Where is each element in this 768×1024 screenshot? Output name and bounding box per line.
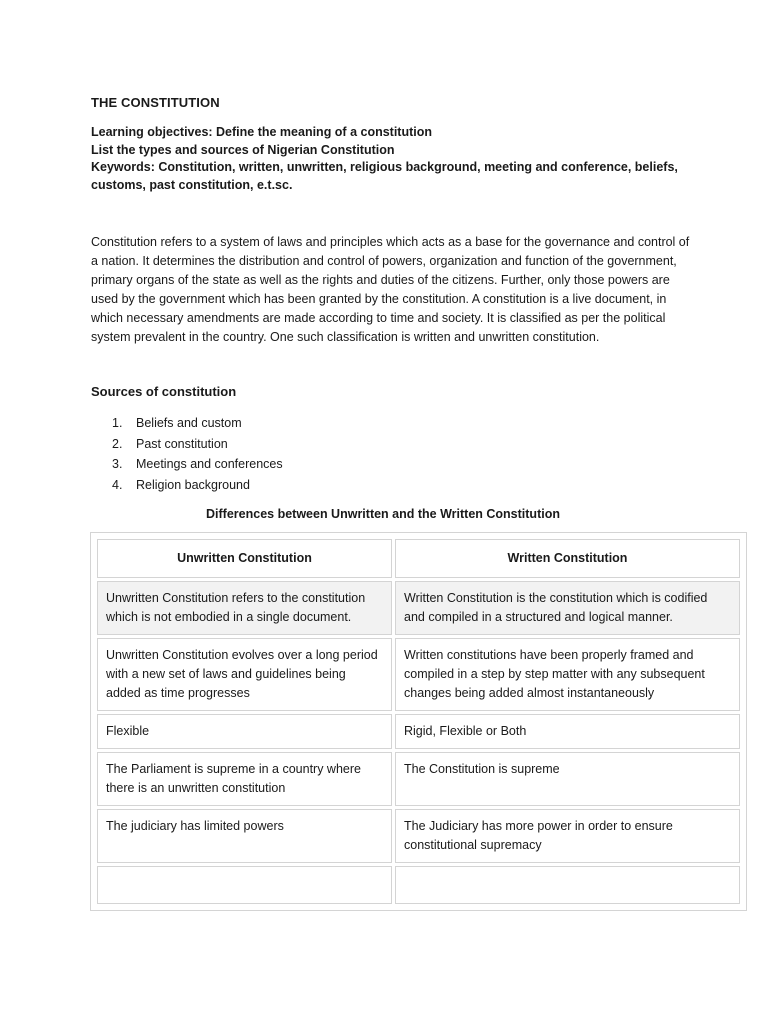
sources-list <box>112 413 283 496</box>
table-header-row <box>97 539 740 578</box>
table-cell: Flexible <box>97 714 392 749</box>
table-row <box>97 714 740 749</box>
header-unwritten: Unwritten Constitution <box>97 539 392 578</box>
page-title: THE CONSTITUTION <box>91 95 220 110</box>
list-text: Past constitution <box>136 436 228 451</box>
table-row <box>97 752 740 806</box>
learning-objectives <box>91 124 691 194</box>
comparison-table <box>90 532 747 911</box>
keywords-line: Keywords: Constitution, written, unwritten, religious background, meeting and conference, beliefs, customs, past constitution, e.t.sc. <box>91 160 678 192</box>
table-cell: Written Constitution is the constitution which is codified and compiled in a structured and logical manner. <box>395 581 740 635</box>
table-cell: Written constitutions have been properly framed and compiled in a step by step matter with any subsequent changes being added almost instantaneously <box>395 638 740 711</box>
table-row-empty <box>97 866 740 904</box>
objective-line: Learning objectives: Define the meaning of a constitution <box>91 125 433 139</box>
list-text: Beliefs and custom <box>136 416 242 430</box>
list-number: 1. <box>112 416 123 430</box>
table-cell <box>395 866 740 904</box>
list-item <box>112 475 283 496</box>
table-row <box>97 638 740 711</box>
table-cell: Unwritten Constitution refers to the constitution which is not embodied in a single document. <box>97 581 392 635</box>
list-number: 2. <box>112 436 123 451</box>
table-caption: Differences between Unwritten and the Written Constitution <box>206 507 560 521</box>
intro-paragraph: Constitution refers to a system of laws and principles which acts as a base for the governance and control of a nation. It determines the distribution and control of powers, organization and function of the government, primary organs of the state as well as the rights and duties of the citizens. Further, only those powers are used by the government which has been granted by the constitution. A constitution is a live document, in which necessary amendments are made according to time and society. It is classified as per the political system prevalent in the country. One such classification is written and unwritten constitution. <box>91 235 690 344</box>
list-item <box>112 413 283 434</box>
table-row <box>97 809 740 863</box>
table-cell <box>97 866 392 904</box>
list-text: Meetings and conferences <box>136 457 283 472</box>
list-text: Religion background <box>136 478 250 493</box>
table-cell: The Parliament is supreme in a country where there is an unwritten constitution <box>97 752 392 806</box>
list-number: 3. <box>112 457 123 472</box>
list-item <box>112 454 283 475</box>
table-cell: The Judiciary has more power in order to ensure constitutional supremacy <box>395 809 740 863</box>
table-row <box>97 581 740 635</box>
list-number: 4. <box>112 478 123 493</box>
table-cell: Rigid, Flexible or Both <box>395 714 740 749</box>
comparison-table-grid <box>94 536 743 907</box>
objective-line: List the types and sources of Nigerian Constitution <box>91 142 395 157</box>
header-written: Written Constitution <box>395 539 740 578</box>
sources-heading: Sources of constitution <box>91 384 237 399</box>
table-cell: Unwritten Constitution evolves over a long period with a new set of laws and guidelines being added as time progresses <box>97 638 392 711</box>
table-cell: The Constitution is supreme <box>395 752 740 806</box>
table-cell: The judiciary has limited powers <box>97 809 392 863</box>
list-item <box>112 434 283 455</box>
